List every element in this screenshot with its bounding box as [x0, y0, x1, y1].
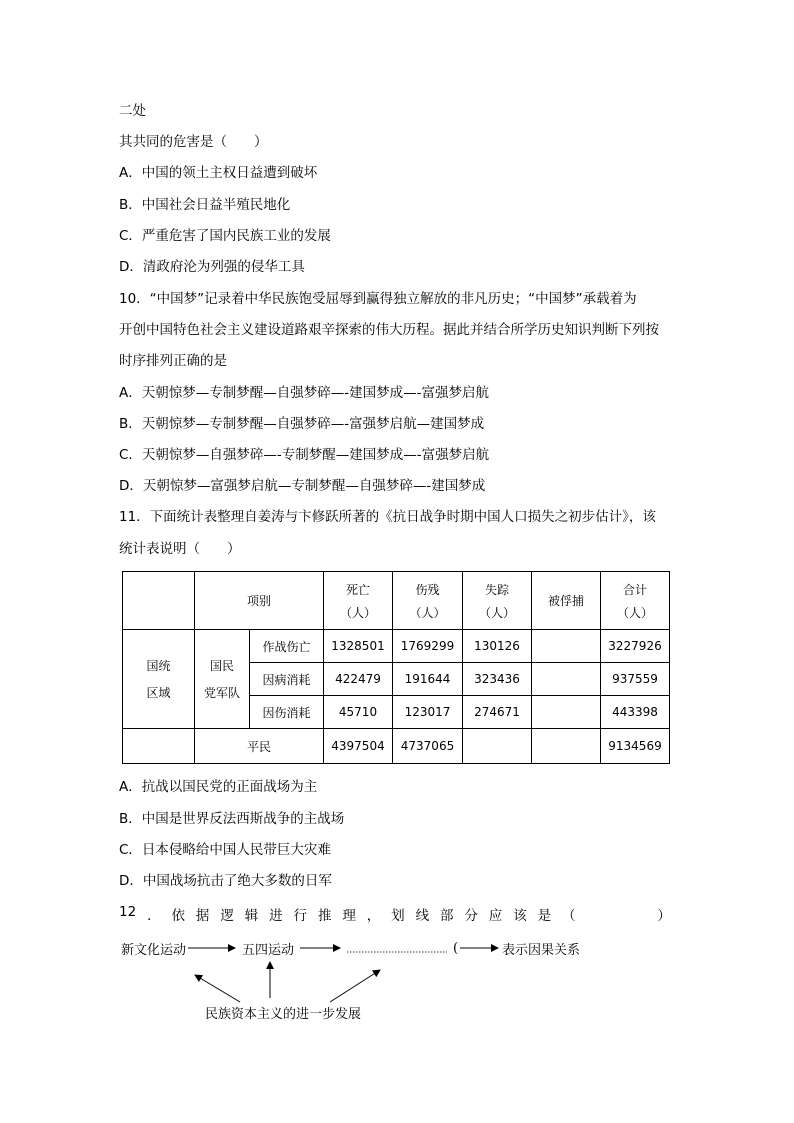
svg-text:(: ( — [453, 941, 459, 956]
table-row — [123, 630, 670, 663]
cell-injury: 1769299 — [393, 630, 463, 663]
cell-injury: 191644 — [393, 663, 463, 696]
row-label: 平民 — [195, 729, 324, 764]
table-cell-empty — [123, 572, 195, 630]
q10-option-b[interactable]: B．天朝惊梦—专制梦醒—自强梦碎—-富强梦启航—建国梦成 — [119, 416, 485, 432]
cell-captured — [532, 696, 601, 729]
header-item: 项别 — [195, 572, 324, 630]
cell-missing: 274671 — [463, 696, 532, 729]
q10-option-d[interactable]: D．天朝惊梦—富强梦启航—专制梦醒—自强梦碎—-建国梦成 — [119, 478, 486, 494]
row-label: 因病消耗 — [250, 663, 324, 696]
statistics-table — [122, 571, 670, 764]
q11-option-d[interactable]: D．中国战场抗击了绝大多数的日军 — [119, 873, 332, 889]
cell-death: 45710 — [324, 696, 393, 729]
row-label: 作战伤亡 — [250, 630, 324, 663]
legend-label: 表示因果关系 — [502, 943, 581, 958]
cause-effect-diagram — [0, 930, 794, 1030]
cell-missing — [463, 729, 532, 764]
option-a[interactable]: A．中国的领土主权日益遭到破坏 — [119, 165, 318, 181]
header-total: 合计 （人） — [601, 572, 670, 630]
header-missing: 失踪 （人） — [463, 572, 532, 630]
text-line: 二处 — [119, 103, 146, 119]
question-10-line2: 开创中国特色社会主义建设道路艰辛探索的伟大历程。据此并结合所学历史知识判断下列按 — [119, 322, 659, 338]
q11-option-c[interactable]: C．日本侵略给中国人民带巨大灾难 — [119, 842, 331, 858]
option-c[interactable]: C．严重危害了国内民族工业的发展 — [119, 228, 331, 244]
cell-captured — [532, 630, 601, 663]
cell-death: 1328501 — [324, 630, 393, 663]
diagram-arrows — [0, 930, 794, 1030]
question-12: 12 ． 依 据 逻 辑 进 行 推 理 ， 划 线 部 分 应 该 是 （ ） — [119, 904, 671, 924]
option-b[interactable]: B．中国社会日益半殖民地化 — [119, 197, 291, 213]
cell-injury: 123017 — [393, 696, 463, 729]
cell-captured — [532, 729, 601, 764]
table-cell-empty — [123, 729, 195, 764]
q11-option-b[interactable]: B．中国是世界反法西斯战争的主战场 — [119, 811, 345, 827]
row-label: 因伤消耗 — [250, 696, 324, 729]
q10-option-a[interactable]: A．天朝惊梦—专制梦醒—自强梦碎—-建国梦成—-富强梦启航 — [119, 385, 489, 401]
table-header-row — [123, 572, 670, 630]
cell-death: 4397504 — [324, 729, 393, 764]
cell-missing: 130126 — [463, 630, 532, 663]
q10-option-c[interactable]: C．天朝惊梦—自强梦碎—-专制梦醒—建国梦成—-富强梦启航 — [119, 447, 490, 463]
cell-total: 3227926 — [601, 630, 670, 663]
header-captured: 被俘捕 — [532, 572, 601, 630]
army-cell: 国民 党军队 — [195, 630, 250, 729]
q11-option-a[interactable]: A．抗战以国民党的正面战场为主 — [119, 779, 318, 795]
cell-injury: 4737065 — [393, 729, 463, 764]
cell-captured — [532, 663, 601, 696]
cell-total: 9134569 — [601, 729, 670, 764]
cell-missing: 323436 — [463, 663, 532, 696]
node-national-capitalism: 民族资本主义的进一步发展 — [205, 1007, 362, 1022]
cell-total: 443398 — [601, 696, 670, 729]
header-death: 死亡 （人） — [324, 572, 393, 630]
header-injury: 伤残 （人） — [393, 572, 463, 630]
cell-death: 422479 — [324, 663, 393, 696]
node-new-culture-movement: 新文化运动 — [121, 943, 187, 958]
question-11-line2: 统计表说明（ ） — [119, 541, 241, 557]
node-may-fourth-movement: 五四运动 — [242, 943, 295, 958]
question-10-line1: 10．“中国梦”记录着中华民族饱受屈辱到赢得独立解放的非凡历史；“中国梦”承载着为 — [119, 291, 637, 307]
question-11-line1: 11．下面统计表整理自姜涛与卞修跃所著的《抗日战争时期中国人口损失之初步估计》，该 — [119, 509, 656, 525]
cell-total: 937559 — [601, 663, 670, 696]
table-row-civilian — [123, 729, 670, 764]
region-cell: 国统 区域 — [123, 630, 195, 729]
question-stem: 其共同的危害是（ ） — [119, 134, 268, 150]
question-10-line3: 时序排列正确的是 — [119, 353, 227, 369]
option-d[interactable]: D．清政府沦为列强的侵华工具 — [119, 259, 305, 275]
